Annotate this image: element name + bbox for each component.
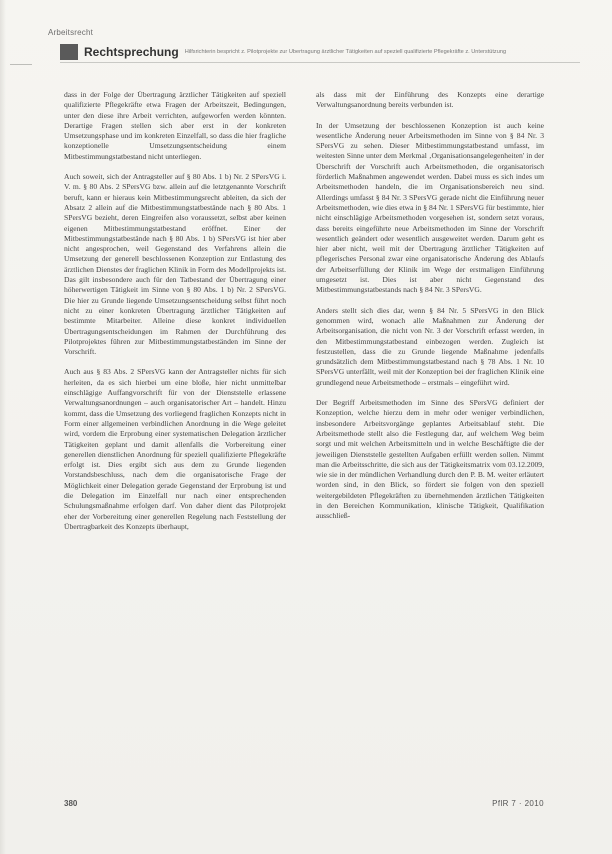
running-header — [60, 42, 580, 63]
paragraph: Anders stellt sich dies dar, wenn § 84 Nr. 5 SPersVG in den Blick genommen wird, wonach alle Maßnahmen zur Änderung der Arbeitsorganisation, die nicht von Nr. 3 der Vorschrift erfasst werden, in den Mitbestimmungstatbestand einbezogen werden. Zugleich ist festzustellen, dass die zu Grunde liegende Maßnahme jedenfalls grundsätzlich dem Mitbestimmungstatbestand nach § 78 Abs. 1 Nr. 10 SPersVG unterfällt, weil mit der Konzeption bei der fraglichen Klinik eine grundlegend neue Arbeitsmethode – erstmals – eingeführt wird. — [316, 305, 544, 387]
scan-edge-shadow — [0, 0, 6, 854]
margin-dash — [10, 64, 32, 65]
header-subtitle: Hilfsrichterin bespricht z. Pilotprojekte zur Übertragung ärztlicher Tätigkeiten auf speziell qualifizierte Pflegekräfte z. Unterstützung — [184, 49, 507, 55]
paragraph: dass in der Folge der Übertragung ärztlicher Tätigkeiten auf speziell qualifizierte Pflegekräfte etwa Fragen der Arbeitszeit, Bedingungen, unter den diese ihre Arbeit verrichten, aufgeworfen werden könnten. Derartige Fragen stellen sich aber erst in der konkreten Umsetzungsphase und im konkreten Einzelfall, so dass die hier fragliche konzeptionelle Umsetzungsentscheidung einem Mitbestimmungstatbestand nicht unterliegen. — [64, 90, 286, 161]
header-title: Rechtsprechung — [84, 45, 179, 59]
paragraph: Auch aus § 83 Abs. 2 SPersVG kann der Antragsteller nichts für sich herleiten, da es sich hierbei um eine bloße, hier nicht unmittelbar einschlägige Auffangvorschrift für von der Dienststelle erlassene Verwaltungsanordnungen – auch organisatorischer Art – handelt. Hinzu kommt, dass die Umsetzung des vorliegend fraglichen Konzepts nicht in Form einer allgemeinen verbindlichen Anordnung in die Wege geleitet wird, vordem die Erprobung einer systematischen Delegation ärztlicher Tätigkeiten geplant und damit allenfalls die Vorbereitung einer generellen dienstlichen Anordnung für speziell qualifizierte Pflegekräfte erfolgt ist. Dies ergibt sich aus dem zu Grunde liegenden Vorstandsbeschluss, nach dem die organisatorische Frage der Möglichkeit einer Delegation gerade Gegenstand der Erprobung ist und die Delegation im Einzelfall nur nach einer entsprechenden Schulungsmaßnahme erfolgen darf. Von daher dient das Pilotprojekt eher der Vorbereitung einer generellen Regelung nach Feststellung der Übertragbarkeit des Konzepts überhaupt, — [64, 367, 286, 531]
paragraph: Auch soweit, sich der Antragsteller auf § 80 Abs. 1 b) Nr. 2 SPersVG i. V. m. § 80 Abs. 2 SPersVG bzw. allein auf die letztgenannte Vorschrift beruft, kann er hieraus kein Mitbestimmungsrecht ableiten, da sich der Absatz 2 allein auf die Mitbestimmungstatbestände nach § 80 Abs. 1 SPersVG bezieht, deren Eingreifen also voraussetzt, selbst aber keinen eigenen Mitbestimmungstatbestand eröffnet. Einer der Mitbestimmungstatbestände nach § 80 Abs. 1 b) SPersVG ist hier aber nicht angesprochen, weil Gegenstand des Verfahrens allein die Umsetzung der generell beschlossenen Konzeption zur Entlastung des ärztlichen Dienstes der fraglichen Klinik in Form des Modellprojekts ist. Das gilt insbesondere auch für den Tatbestand der Übertragung einer höherwertigen Tätigkeit im Sinne von § 80 Abs. 1 b) Nr. 2 SPersVG. Die hier zu Grunde liegende Umsetzungsentscheidung selbst führt noch nicht zu einer konkreten Übertragung ärztlicher Tätigkeiten auf bestimmte Mitarbeiter. Alleine diese konkret individuellen Übertragungsentscheidungen im Rahmen der Durchführung des Pilotprojektes führen zur Mitbestimmungstatbeständen im Sinne der Vorschrift. — [64, 172, 286, 357]
header-marker-square — [60, 44, 78, 60]
section-tag: Arbeitsrecht — [48, 28, 94, 37]
page-number: 380 — [64, 799, 78, 808]
paragraph: als dass mit der Einführung des Konzepts eine derartige Verwaltungsanordnung bereits verbunden ist. — [316, 90, 544, 110]
right-column — [316, 90, 544, 532]
paragraph: Der Begriff Arbeitsmethoden im Sinne des SPersVG definiert der Konzeption, welche hierzu dem in mehr oder weniger verbindlichen, insbesondere Arbeitsvorgänge geplantes Arbeitsablauf steht. Die Arbeitsmethode stellt also die Festlegung dar, auf welchem Weg beim sorgt und mit welchen Arbeitsmitteln und in welche Beschäftigte die der jeweiligen Dienststelle gestellten Aufgaben erfüllt werden sollen. Nimmt man die Arbeitsschritte, die sich aus der Tätigkeitsmatrix vom 03.12.2009, wie sie in der mündlichen Verhandlung durch den P. B. M. weiter erläutert worden sind, in den Blick, so fördert sie folgen von den speziell weitergebildeten Pflegekräften zu übernehmenden ärztlichen Tätigkeiten in den Bereichen Kommunikation, klinische Tätigkeit, Qualifikation ausschließ- — [316, 398, 544, 521]
paragraph: In der Umsetzung der beschlossenen Konzeption ist auch keine wesentliche Änderung neuer Arbeitsmethoden im Sinne von § 84 Nr. 3 SPersVG zu sehen. Dieser Mitbestimmungstatbestand umfasst, im weitesten Sinne unter dem Merkmal ‚Organisationsangelegenheiten' in der Überschrift der Vorschrift auch Arbeitsmethoden, die organisatorisch förderlich Maßnahmen angewendet werden. Dabei muss es sich indes um Arbeitsmethoden handeln, die im Organisationsbereich neu sind. Allerdings umfasst § 84 Nr. 3 SPersVG gerade nicht die Einführung neuer Arbeitsmethoden, wie dies etwa in § 84 Nr. 1 SPersVG für bestimmte, hier nicht einschlägige Arbeitsmethoden vorgesehen ist, sondern setzt voraus, dass bereits eingeführte neue Arbeitsmethoden im Sinne der Vorschrift wesentlich geändert oder wesentlich ausgeweitet werden. Darum geht es hier aber nicht, weil mit der Übertragung ärztlicher Tätigkeiten auf pflegerisches Personal zwar eine organisatorische Änderung des Ablaufs der Arbeitserfüllung der Klinik im Wege der erstmaligen Einführung umgesetzt ist. Dies ist aber nicht Gegenstand des Mitbestimmungstatbestands nach § 84 Nr. 3 SPersVG. — [316, 120, 544, 295]
journal-issue: PflR 7 · 2010 — [492, 799, 544, 808]
page-footer — [64, 799, 544, 811]
left-column — [64, 90, 286, 542]
